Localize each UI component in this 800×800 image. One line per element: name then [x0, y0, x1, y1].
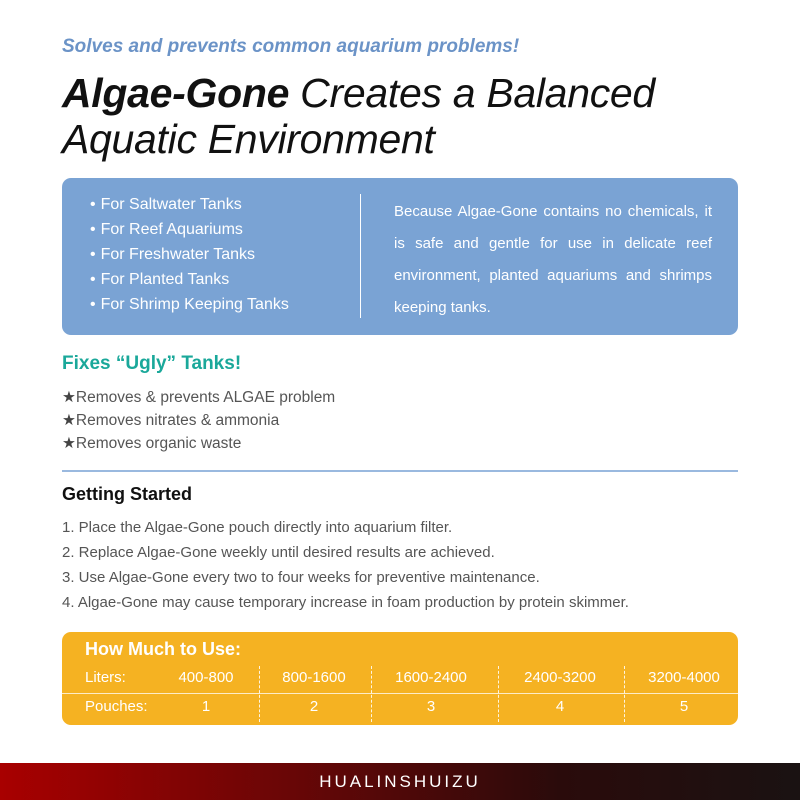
usage-title: How Much to Use:	[85, 639, 241, 659]
step-item: 1. Place the Algae-Gone pouch directly into aquarium filter.	[62, 519, 453, 536]
headline-rest: Creates a Balanced	[289, 70, 655, 116]
column-separator	[259, 666, 260, 722]
liters-cell: 3200-4000	[648, 669, 720, 686]
fixes-item	[62, 409, 335, 432]
step-item: 2. Replace Algae-Gone weekly until desired results are achieved.	[62, 544, 495, 561]
liters-cell: 800-1600	[282, 669, 346, 686]
column-separator	[498, 666, 499, 722]
liters-row	[62, 665, 738, 694]
brand-footer	[0, 763, 800, 800]
star-icon: ★	[62, 435, 76, 452]
step-item: 3. Use Algae-Gone every two to four weeks for preventive maintenance.	[62, 569, 540, 586]
uses-box	[62, 178, 738, 335]
fixes-item-text: Removes nitrates & ammonia	[75, 412, 280, 429]
pouches-cell: 2	[309, 698, 319, 715]
getting-started-title: Getting Started	[62, 484, 193, 504]
uses-list	[90, 192, 289, 317]
steps-list	[62, 515, 629, 615]
fixes-list	[62, 386, 335, 455]
fixes-item-text: Removes & prevents ALGAE problem	[75, 389, 336, 406]
headline	[62, 70, 762, 162]
step-item: 4. Algae-Gone may cause temporary increase in foam production by protein skimmer.	[62, 594, 629, 611]
column-separator	[371, 666, 372, 722]
pouches-row	[62, 694, 738, 722]
uses-item: • For Planted Tanks	[90, 267, 289, 292]
uses-item: • For Reef Aquariums	[90, 217, 289, 242]
pouches-cell: 1	[201, 698, 211, 715]
uses-description: Because Algae-Gone contains no chemicals, it is safe and gentle for use in delicate reef environment, planted aquariums and shrimps keeping tanks.	[394, 203, 712, 316]
liters-label: Liters:	[85, 669, 126, 686]
headline-brand: Algae-Gone	[62, 70, 290, 116]
column-separator	[624, 666, 625, 722]
fixes-title: Fixes “Ugly” Tanks!	[62, 353, 242, 374]
uses-divider	[360, 194, 361, 318]
fixes-item-text: Removes organic waste	[75, 435, 242, 452]
pouches-cell: 3	[426, 698, 436, 715]
fixes-item	[62, 386, 335, 409]
star-icon: ★	[62, 389, 76, 406]
section-divider	[62, 470, 738, 472]
footer-brand: HUALINSHUIZU	[319, 772, 481, 791]
headline-line2: Aquatic Environment	[62, 116, 435, 162]
usage-box	[62, 632, 738, 725]
fixes-item	[62, 432, 335, 455]
pouches-cell: 4	[555, 698, 565, 715]
tagline: Solves and prevents common aquarium problems!	[62, 36, 520, 57]
pouches-label: Pouches:	[85, 698, 148, 715]
star-icon: ★	[62, 412, 76, 429]
uses-item: • For Saltwater Tanks	[90, 192, 289, 217]
pouches-cell: 5	[679, 698, 689, 715]
liters-cell: 1600-2400	[395, 669, 467, 686]
uses-item: • For Freshwater Tanks	[90, 242, 289, 267]
liters-cell: 400-800	[178, 669, 234, 686]
liters-cell: 2400-3200	[524, 669, 596, 686]
uses-item: • For Shrimp Keeping Tanks	[90, 292, 289, 317]
